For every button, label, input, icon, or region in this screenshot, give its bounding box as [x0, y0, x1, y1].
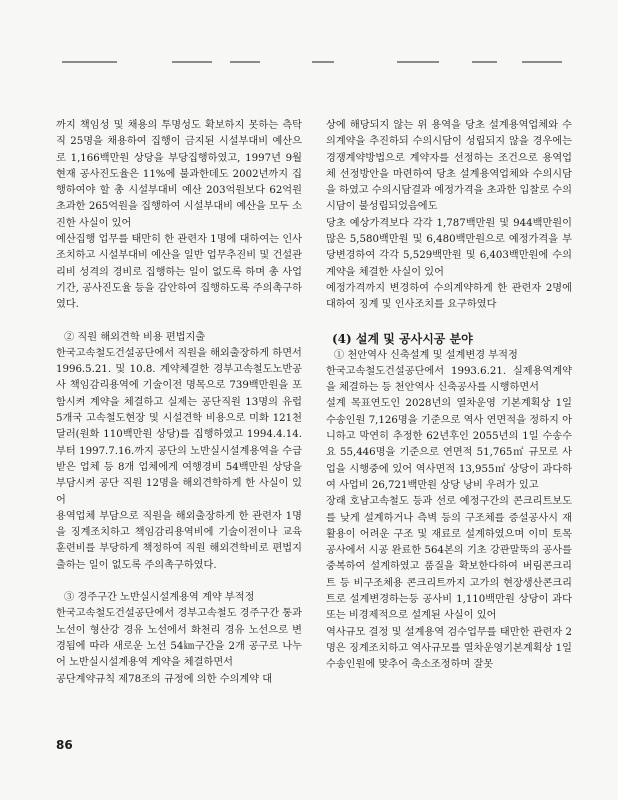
paragraph: 예산집행 업무를 태만히 한 관련자 1명에 대하여는 인사조치하고 시설부대비 예산을 일반 업무추진비 및 건설관리비 성격의 경비로 집행하는 일이 없도록 하며 총 사업기간, 공사진도율 등을 감안하여 집행하도록 주의촉구하였다.	[56, 234, 302, 311]
paragraph: 역사규모 결정 및 설계용역 검수업무를 태만한 관련자 2명은 징계조치하고 역사규모를 열차운영기본계획상 1일 수송인원에 맞추어 축소조정하며 잘못	[326, 626, 572, 671]
left-column	[56, 118, 302, 688]
subsection-heading: ① 천안역사 신축설계 및 설계변경 부적정	[334, 349, 518, 361]
page-header-rule	[52, 58, 572, 66]
paragraph: 예정가격까지 변경하여 수의계약하게 한 관련자 2명에 대하여 징계 및 인사조치를 요구하였다	[326, 282, 572, 311]
paragraph: 공단계약규칙 제78조의 규정에 의한 수의계약 대	[56, 673, 273, 685]
paragraph: 설계 목표연도인 2028년의 열차운영 기본계획상 1일 수송인원 7,126명을 기준으로 역사 연면적을 정하지 아니하고 막연히 추정한 62년후인 2055년의 1일 수송수요 55,446명을 기준으로 연면적 51,765㎡ 규모로 사업을 시행중에 있어 역사면적 13,955㎡ 상당이 과다하여 사업비 26,721백만원 상당 낭비 우려가 있고	[326, 398, 572, 491]
subsection-heading: ③ 경주구간 노반실시설계용역 계약 부적정	[64, 592, 255, 604]
page-number: 86	[56, 738, 73, 752]
paragraph: 용역업체 부담으로 직원을 해외출장하게 한 관련자 1명을 징계조치하고 책임감리용역비에 기술이전이나 교육훈련비를 부당하게 책정하여 직원 해외견학비로 편법지출하는 일이 없도록 주의촉구하였다.	[56, 510, 302, 571]
paragraph: 1996.5.21. 및 10.8. 계약체결한 경부고속철도노반공사 책임감리용역에 기술이전 명목으로 739백만원을 포함시켜 계약을 체결하고 실제는 공단직원 13명의 유럽 5개국 고속철도현장 및 시설견학 비용으로 미화 121천달러(원화 110백만원 상당)를 집행하였고 1994.4.14.부터 1997.7.16.까지 공단의 노반실시설계용역을 수급받은 업체 등 8개 업체에게 여행경비 54백만원 상당을 부담시켜 공단 직원 12명을 해외견학하게 한 사실이 있어	[56, 364, 302, 506]
section-heading: (4) 설계 및 공사시공 분야	[332, 331, 473, 346]
paragraph: 한국고속철도건설공단에서 경부고속철도 경주구간 통과노선이 형산강 경유 노선에서 화천리 경유 노선으로 변경됨에 따라 새로운 노선 54㎞구간을 2개 공구로 나누어 노반실시설계용역 계약을 체결하면서	[56, 608, 302, 669]
paragraph: 상에 해당되지 않는 위 용역을 당초 설계용역업체와 수의계약을 추진하되 수의시담이 성립되지 않을 경우에는 경쟁계약방법으로 계약자를 선정하는 조건으로 용역업체 선정방안을 마련하여 당초 설계용역업체와 수의시담을 하였고 수의시담결과 예정가격을 초과한 입찰로 수의시담이 불성립되었음에도	[326, 120, 572, 213]
paragraph: 한국고속철도건설공단에서 직원을 해외출장하게 하면서	[56, 347, 302, 359]
paragraph: 당초 예상가격보다 각각 1,787백만원 및 944백만원이 많은 5,580백만원 및 6,480백만원으로 예정가격을 부당변경하여 각각 5,529백만원 및 6,403백만원에 수의계약을 체결한 사실이 있어	[326, 217, 572, 278]
subsection-heading: ② 직원 해외견학 비용 편법지출	[64, 331, 206, 343]
section-gap	[56, 314, 302, 330]
paragraph: 장래 호남고속철도 등과 선로 예정구간의 콘크리트보도를 낮게 설계하거나 측벽 등의 구조체를 증설공사시 재활용이 어려운 구조 및 재료로 설계하였으며 이미 토목공사에서 시공 완료한 564본의 기초 강관말뚝의 공사를 중복하여 설계하였고 품질을 확보한다하여 버림콘크리트 등 비구조체용 콘크리트까지 고가의 현장생산콘크리트로 설계변경하는등 공사비 1,110백만원 상당이 과다 또는 비경제적으로 설계된 사실이 있어	[326, 496, 572, 622]
paragraph: 한국고속철도건설공단에서 1993.6.21. 실제용역계약을 체결하는 등 천안역사 신축공사를 시행하면서	[326, 365, 572, 394]
section-gap	[326, 314, 572, 330]
section-gap	[56, 574, 302, 590]
right-column	[326, 118, 572, 674]
paragraph: 까지 책임성 및 채용의 투명성도 확보하지 못하는 측탁직 25명을 채용하여 집행이 금지된 시설부대비 예산으로 1,166백만원 상당을 부당집행하였고, 1997년 9월 현재 공사진도율은 11%에 불과한데도 2002년까지 집행하여야 할 총 시설부대비 예산 203억원보다 62억원 초과한 265억원을 집행하여 시설부대비 예산을 모두 소진한 사실이 있어	[56, 120, 302, 229]
